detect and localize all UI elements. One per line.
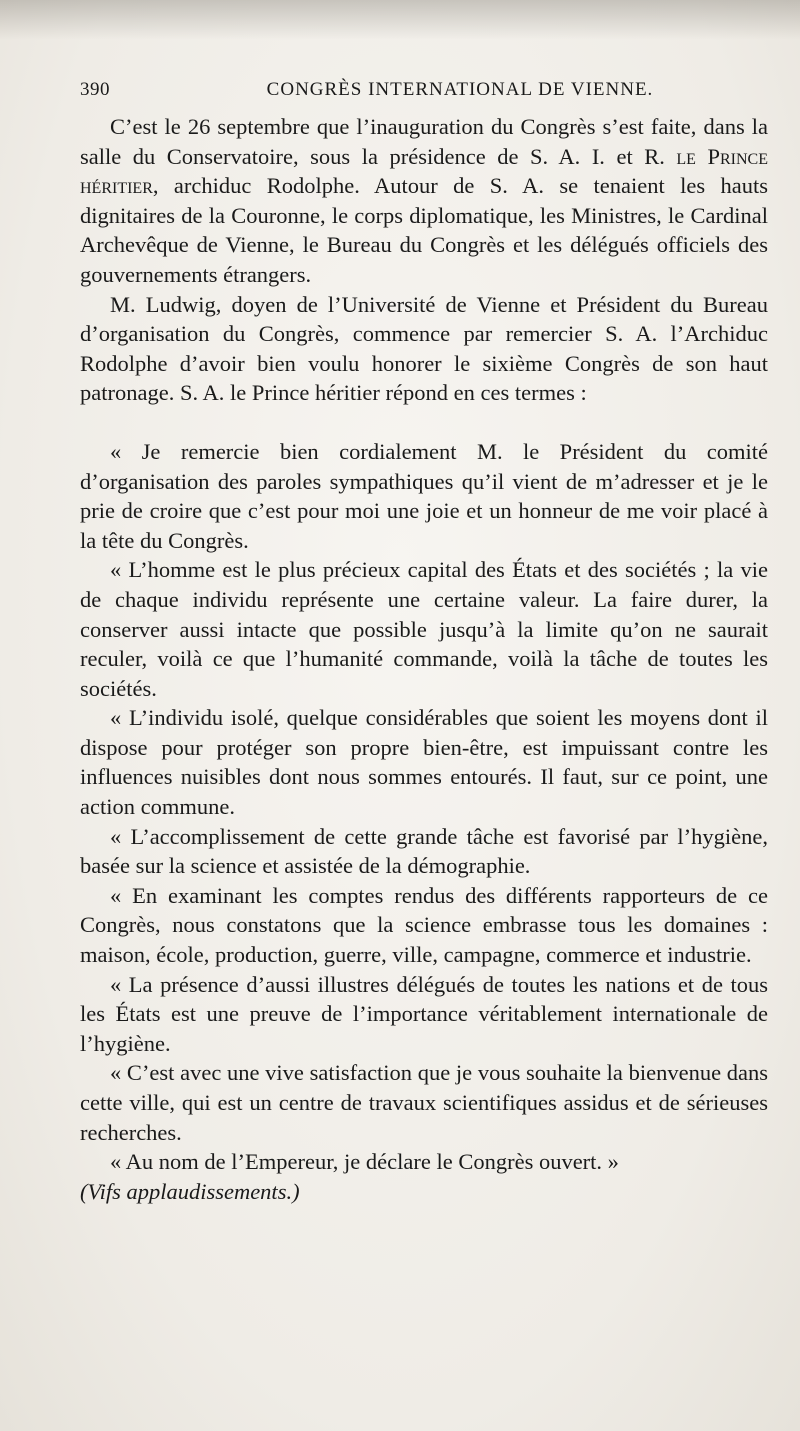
prince-title: le Prince héritier xyxy=(80,143,768,199)
paragraph-speech-2: « L’homme est le plus précieux capital des États et des sociétés ; la vie de chaque individu représente une certaine valeur. La faire durer, la conserver aussi intacte que possible jusqu’à la limite qu’on ne saurait reculer, voilà ce que l’humanité commande, voilà la tâche de toutes les sociétés. xyxy=(80,557,768,701)
paragraph-inauguration: C’est le 26 septembre que l’inauguration du Congrès s’est faite, dans la salle du Conservatoire, sous la présidence de S. A. I. et R. le Prince héritier, archiduc Rodolphe. Autour de S. A. se tenaient les hauts dignitaires de la Couronne, le corps diplomatique, les Ministres, le Cardinal Archevêque de Vienne, le Bureau du Congrès et les délégués officiels des gouvernements étrangers. xyxy=(80,114,768,287)
paragraph-speech-1: « Je remercie bien cordialement M. le Président du comité d’organisation des paroles sympathiques qu’il vient de m’adresser et je le prie de croire que c’est pour moi une joie et un honneur de me voir placé à la tête du Congrès. xyxy=(80,438,768,553)
running-head: CONGRÈS INTERNATIONAL DE VIENNE. xyxy=(266,79,654,100)
page-edge-shadow xyxy=(0,0,800,40)
page-header xyxy=(80,79,770,105)
applause-note: (Vifs applaudissements.) xyxy=(80,1178,300,1204)
paragraph-speech-6: « La présence d’aussi illustres délégués de toutes les nations et de tous les États est une preuve de l’importance véritablement internationale de l’hygiène. xyxy=(80,971,768,1056)
paragraph-speech-4: « L’accomplissement de cette grande tâche est favorisé par l’hygiène, basée sur la science et assistée de la démographie. xyxy=(80,823,768,879)
paragraph-speech-5: « En examinant les comptes rendus des différents rapporteurs de ce Congrès, nous constatons que la science embrasse tous les domaines : maison, école, production, guerre, ville, campagne, commerce et industrie. xyxy=(80,882,768,968)
paragraph-speech-8: « Au nom de l’Empereur, je déclare le Congrès ouvert. » (Vifs applaudissements.) xyxy=(80,1149,619,1204)
paragraph-speech-3: « L’individu isolé, quelque considérables que soient les moyens dont il dispose pour protéger son propre bien-être, est impuissant contre les influences nuisibles dont nous sommes entourés. Il faut, sur ce point, une action commune. xyxy=(80,705,768,820)
page-number: 390 xyxy=(80,79,110,100)
body-text xyxy=(80,112,768,1206)
paragraph-ludwig: M. Ludwig, doyen de l’Université de Vienne et Président du Bureau d’organisation du Congrès, commence par remercier S. A. l’Archiduc Rodolphe d’avoir bien voulu honorer le sixième Congrès de son haut patronage. S. A. le Prince héritier répond en ces termes : xyxy=(80,291,768,406)
paragraph-speech-7: « C’est avec une vive satisfaction que je vous souhaite la bienvenue dans cette ville, qui est un centre de travaux scientifiques assidus et de sérieuses recherches. xyxy=(80,1060,768,1145)
